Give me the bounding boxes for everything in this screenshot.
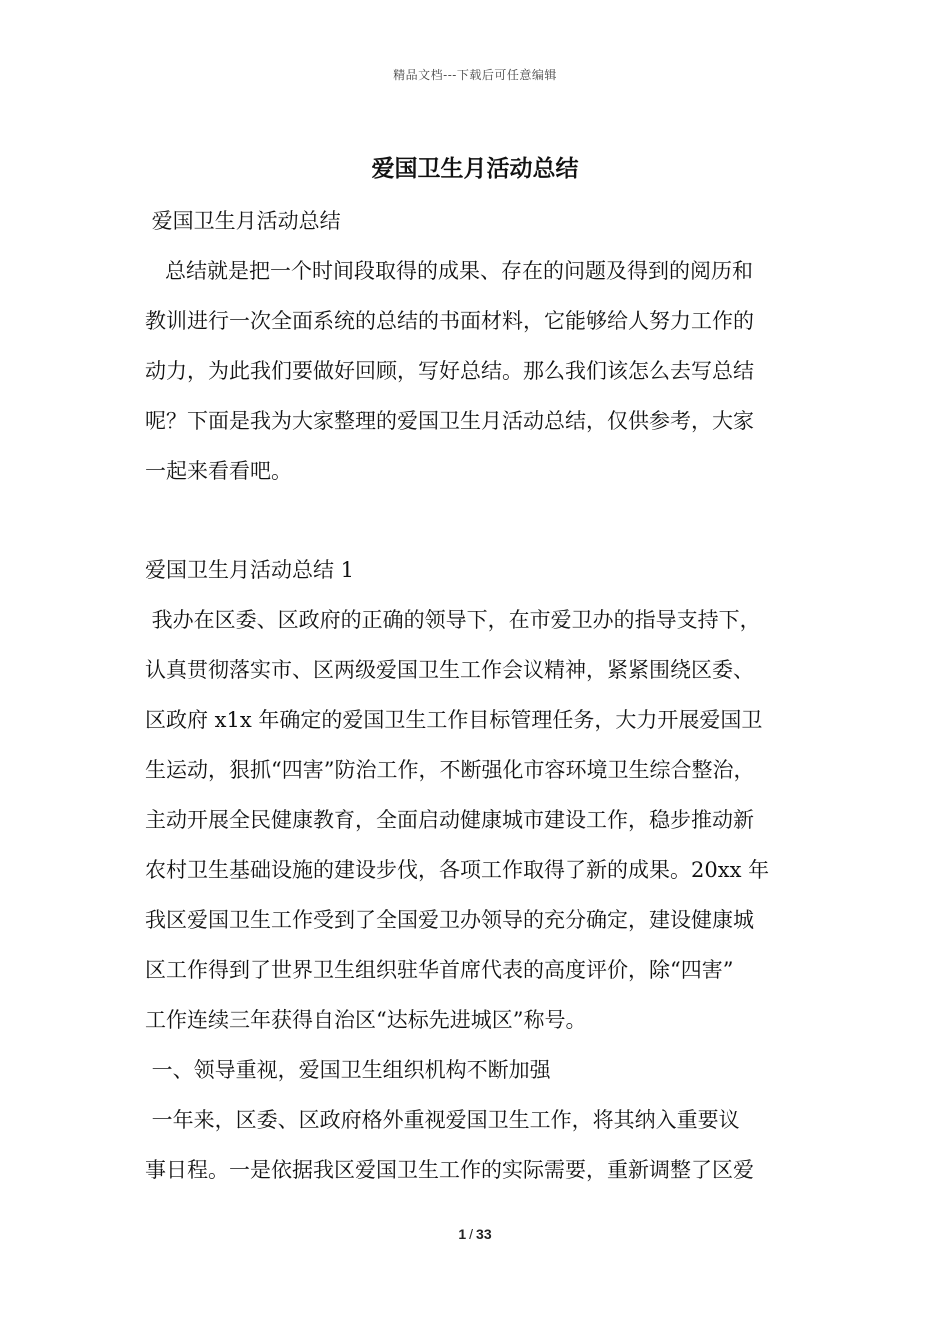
text-line: 一年来，区委、区政府格外重视爱国卫生工作，将其纳入重要议: [145, 1108, 740, 1132]
text-line: 生运动，狠抓“四害”防治工作，不断强化市容环境卫生综合整治，: [145, 758, 755, 782]
text-line: 工作连续三年获得自治区“达标先进城区”称号。: [145, 1008, 587, 1032]
page-header: 精品文档---下载后可任意编辑: [393, 68, 557, 82]
text-line: 区工作得到了世界卫生组织驻华首席代表的高度评价，除“四害”: [145, 958, 734, 982]
document-title: 爱国卫生月活动总结: [371, 155, 579, 182]
text-line: 呢？下面是我为大家整理的爱国卫生月活动总结，仅供参考，大家: [145, 409, 754, 433]
page-number: [0, 1226, 950, 1242]
total-pages: 33: [476, 1226, 492, 1242]
text-line: 一起来看看吧。: [145, 459, 292, 483]
text-line: 主动开展全民健康教育，全面启动健康城市建设工作，稳步推动新: [145, 808, 754, 832]
page-separator: /: [469, 1226, 474, 1242]
text-line: 认真贯彻落实市、区两级爱国卫生工作会议精神，紧紧围绕区委、: [145, 658, 754, 682]
section-heading: 爱国卫生月活动总结 1: [145, 558, 355, 582]
text-line: 我区爱国卫生工作受到了全国爱卫办领导的充分确定，建设健康城: [145, 908, 754, 932]
summary-section-1: [145, 545, 817, 1195]
subsection-heading: 一、领导重视，爱国卫生组织机构不断加强: [145, 1058, 551, 1082]
text-line: 我办在区委、区政府的正确的领导下，在市爱卫办的指导支持下，: [145, 608, 761, 632]
text-line: 总结就是把一个时间段取得的成果、存在的问题及得到的阅历和: [145, 259, 754, 283]
intro-section: [145, 196, 817, 496]
text-line: 爱国卫生月活动总结: [145, 209, 341, 233]
text-line: 区政府 x1x 年确定的爱国卫生工作目标管理任务，大力开展爱国卫: [145, 708, 763, 732]
current-page: 1: [458, 1226, 467, 1242]
text-line: 农村卫生基础设施的建设步伐，各项工作取得了新的成果。20xx 年: [145, 858, 770, 882]
text-line: 教训进行一次全面系统的总结的书面材料，它能够给人努力工作的: [145, 309, 754, 333]
text-line: 事日程。一是依据我区爱国卫生工作的实际需要，重新调整了区爱: [145, 1158, 754, 1182]
text-line: 动力，为此我们要做好回顾，写好总结。那么我们该怎么去写总结: [145, 359, 754, 383]
